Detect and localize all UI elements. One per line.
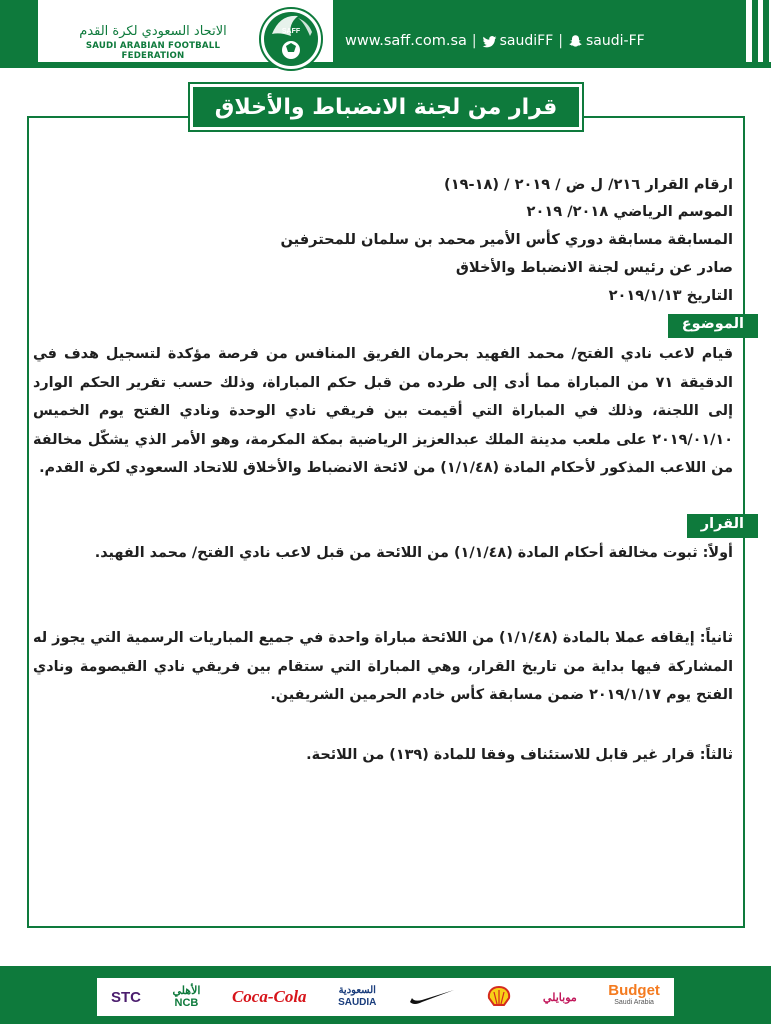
social-links <box>345 29 645 53</box>
subject-section-label: الموضوع <box>668 314 758 338</box>
header-stripe-left <box>0 0 38 62</box>
federation-name-arabic: الاتحاد السعودي لكرة القدم <box>79 24 227 39</box>
season-line: الموسم الرياضي ٢٠١٨/ ٢٠١٩ <box>526 203 733 220</box>
issued-by-line: صادر عن رئيس لجنة الانضباط والأخلاق <box>455 259 733 276</box>
header-stripe-thin <box>752 0 758 62</box>
title-banner <box>190 84 582 130</box>
sponsor-ncb <box>173 985 201 1009</box>
website-link[interactable]: www.saff.com.sa <box>345 33 467 49</box>
twitter-handle[interactable]: saudiFF <box>499 33 554 49</box>
separator: | <box>471 33 477 49</box>
sponsor-cocacola: Coca-Cola <box>231 987 307 1006</box>
sponsor-budget-name: Budget <box>608 982 660 999</box>
sponsor-saudia-arabic: السعودية <box>338 985 376 996</box>
decision-first-paragraph: أولاً: ثبوت مخالفة أحكام المادة (١/١/٤٨) من اللائحة من قبل لاعب نادي الفتح/ محمد الفهيد. <box>94 545 733 561</box>
federation-name-english: SAUDI ARABIAN FOOTBALL FEDERATION <box>85 41 221 61</box>
document-title: قرار من لجنة الانضباط والأخلاق <box>214 94 558 120</box>
separator: | <box>558 33 563 49</box>
sponsor-budget <box>608 982 660 1009</box>
saff-logo-text: SAFF <box>281 28 301 35</box>
sponsor-ncb-english: NCB <box>174 997 199 1009</box>
header-underline <box>0 62 771 68</box>
shell-icon <box>487 986 511 1008</box>
sponsor-strip <box>97 978 674 1016</box>
saff-logo-icon <box>258 6 324 72</box>
sponsor-saudia-english: SAUDIA <box>338 997 377 1008</box>
sponsor-mobily: موبايلي <box>542 991 577 1004</box>
subject-paragraph: قيام لاعب نادي الفتح/ محمد الفهيد بحرمان الفريق المنافس من فرصة مؤكدة لتسجيل هدف في الدقيقة ٧١ من المباراة مما أدى إلى طرده من قبل حكم المباراة، وذلك حسب تقرير الحكم الوارد إلى اللجنة، وذلك في المباراة التي أقيمت بين فريقي نادي الوحدة ونادي الفتح يوم الخميس ٢٠١٩/٠١/١٠ على ملعب مدينة الملك عبدالعزيز الرياضية بمكة المكرمة، وهو الأمر الذي يشكّل مخالفة من اللاعب المذكور لأحكام المادة (١/١/٤٨) من لائحة الانضباط والأخلاق للاتحاد السعودي لكرة القدم. <box>33 346 733 477</box>
decision-third-paragraph: ثالثاً: قرار غير قابل للاستئناف وفقا للمادة (١٣٩) من اللائحة. <box>306 747 733 763</box>
sponsor-ncb-arabic: الأهلي <box>172 985 201 997</box>
decision-second-paragraph: ثانياً: إيقافه عملا بالمادة (١/١/٤٨) من اللائحة مباراة واحدة في جميع المباريات الرسمية التي يجوز له المشاركة فيها بداية من تاريخ القرار، وهي المباراة التي ستقام بين فريقي نادي القيصومة ونادي الفتح يوم ٢٠١٩/١/١٧ ضمن مسابقة كأس خادم الحرمين الشريفين. <box>33 630 733 704</box>
sponsor-saudia <box>338 985 376 1009</box>
header-stripe-thin <box>763 0 769 62</box>
twitter-icon[interactable] <box>482 34 497 49</box>
nike-swoosh-icon <box>408 988 456 1006</box>
snapchat-handle[interactable]: saudi-FF <box>586 33 645 49</box>
snapchat-icon[interactable] <box>568 34 583 49</box>
decision-section-label: القرار <box>687 514 758 538</box>
sponsor-stc: STC <box>111 988 141 1006</box>
date-line: التاريخ ٢٠١٩/١/١٣ <box>608 287 733 304</box>
competition-line: المسابقة مسابقة دوري كأس الأمير محمد بن سلمان للمحترفين <box>280 231 733 248</box>
decision-numbers: ارقام القرار ٢١٦/ ل ض / ٢٠١٩ / (١٨-١٩) <box>444 176 733 193</box>
sponsor-budget-subtitle: Saudi Arabia <box>614 999 654 1006</box>
